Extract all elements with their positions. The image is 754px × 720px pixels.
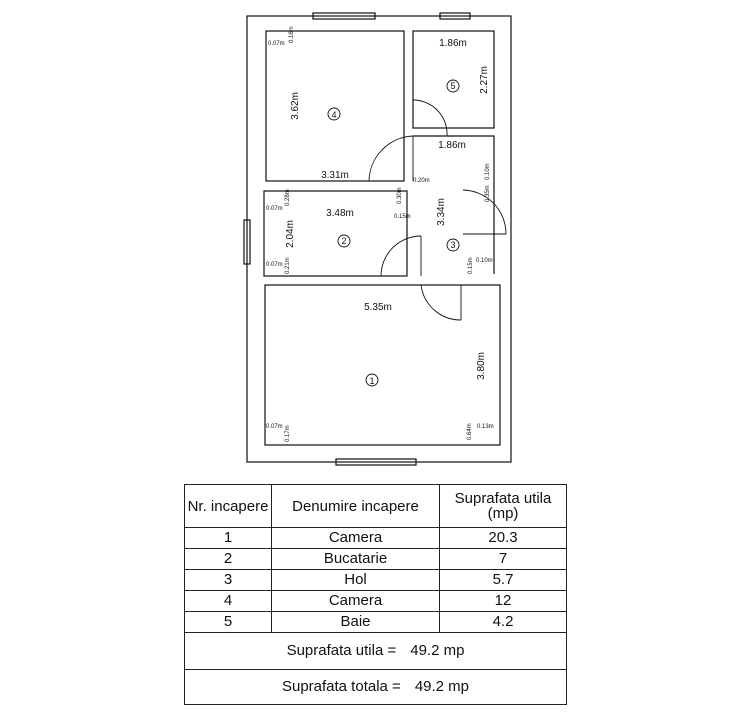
table-row	[185, 591, 567, 612]
header-name: Denumire incapere	[272, 485, 440, 528]
room-2-top-a: 0.07m	[266, 206, 283, 212]
room-4-number: 4	[331, 110, 337, 120]
room-2-length: 2.04m	[285, 220, 296, 248]
room-3-offset-b: 0.10m	[485, 163, 491, 180]
room-3-offset-d: 0.15m	[468, 257, 474, 274]
table-row	[185, 612, 567, 633]
room-4-offset-b: 0.16m	[289, 26, 295, 43]
room-3-length: 3.34m	[436, 198, 447, 226]
row-area: 4.2	[440, 612, 567, 633]
room-4-width: 3.31m	[321, 170, 349, 181]
room-2-bottom-b: 0.21m	[285, 257, 291, 274]
row-area: 7	[440, 549, 567, 570]
totala-total-cell	[185, 670, 567, 705]
room-1-left-b: 0.17m	[285, 425, 291, 442]
room-4-length: 3.62m	[290, 92, 301, 120]
table-row	[185, 549, 567, 570]
row-name: Baie	[272, 612, 440, 633]
room-4-offset-a: 0.07m	[268, 41, 285, 47]
room-2-width: 3.48m	[326, 208, 354, 219]
row-name: Camera	[272, 528, 440, 549]
room-1-right-b: 0.13m	[477, 424, 494, 430]
utila-value: 49.2 mp	[410, 642, 465, 659]
room-5-width: 1.86m	[439, 38, 467, 49]
room-3-number: 3	[450, 240, 456, 250]
room-2-right-a: 0.30m	[397, 187, 403, 204]
header-area: Suprafata utila (mp)	[440, 485, 567, 528]
table-header-row	[185, 485, 567, 528]
room-2-bottom-a: 0.07m	[266, 262, 283, 268]
table-row	[185, 528, 567, 549]
room-3-width: 1.86m	[438, 140, 466, 151]
row-area: 5.7	[440, 570, 567, 591]
rooms-table	[184, 484, 567, 705]
room-2-top-b: 0.28m	[285, 189, 291, 206]
room-1-left-a: 0.07m	[266, 424, 283, 430]
row-name: Hol	[272, 570, 440, 591]
totala-total-row	[185, 670, 567, 705]
room-2-number: 2	[341, 236, 347, 246]
room-1-right-a: 0.64m	[467, 423, 473, 440]
totala-label: Suprafata totala =	[281, 678, 401, 695]
totala-value: 49.2 mp	[414, 678, 470, 695]
room-5-length: 2.27m	[479, 66, 490, 94]
room-3-offset-c: 0.35m	[485, 185, 491, 202]
row-name: Bucatarie	[272, 549, 440, 570]
utila-label: Suprafata utila =	[286, 642, 397, 659]
row-name: Camera	[272, 591, 440, 612]
row-nr: 3	[185, 570, 272, 591]
utila-total-row	[185, 633, 567, 670]
room-2-right-b: 0.15m	[394, 214, 411, 220]
row-nr: 1	[185, 528, 272, 549]
room-3-offset-e: 0.10m	[476, 258, 493, 264]
room-1-length: 3.80m	[476, 352, 487, 380]
row-area: 20.3	[440, 528, 567, 549]
utila-total-cell	[185, 633, 567, 670]
room-5-number: 5	[450, 81, 456, 91]
room-1-number: 1	[369, 376, 375, 386]
table-row	[185, 570, 567, 591]
room-3-offset-a: 0.20m	[413, 178, 430, 184]
row-area: 12	[440, 591, 567, 612]
room-1-width: 5.35m	[364, 302, 392, 313]
header-nr: Nr. incapere	[185, 485, 272, 528]
row-nr: 2	[185, 549, 272, 570]
row-nr: 5	[185, 612, 272, 633]
row-nr: 4	[185, 591, 272, 612]
